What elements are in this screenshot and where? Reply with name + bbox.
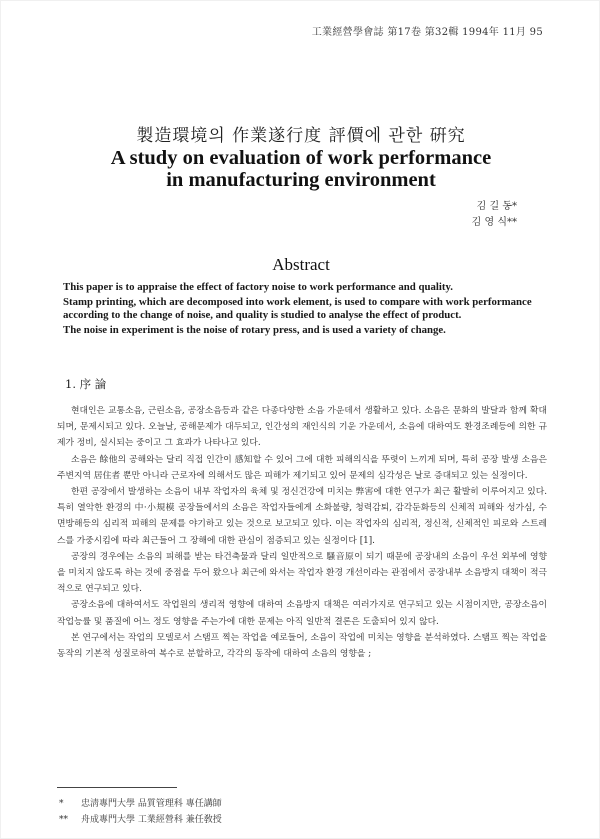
footnotes xyxy=(59,796,222,828)
body-text xyxy=(57,403,547,662)
abstract-body xyxy=(63,281,541,338)
abstract-paragraph: Stamp printing, which are decomposed into work element, is used to compare with work performance according to the change of noise, and quality is studied to analyse the effect of product. xyxy=(63,295,532,321)
footnote-mark: ** xyxy=(59,815,68,825)
abstract-heading: Abstract xyxy=(272,255,330,274)
footnote-2 xyxy=(59,812,222,828)
author-1: 김 길 동* xyxy=(476,201,517,212)
title-english-line1: A study on evaluation of work performance xyxy=(110,147,492,169)
title-english-line2: in manufacturing environment xyxy=(166,169,436,191)
section-heading-introduction: 1. 序 論 xyxy=(65,377,107,391)
body-paragraph: 공장의 경우에는 소음의 피해를 받는 타건축물과 달리 일반적으로 騷音原이 되기 때문에 공장내의 소음이 우선 외부에 영향을 미치지 않도록 하는 것에 중점을 두어 왔으나 최근에 와서는 작업자 환경 개선이라는 관점에서 공장내부 소음방지 대책이 적극적으로 연구되고 있다. xyxy=(57,551,547,595)
running-header: 工業經營學會誌 第17卷 第32輯 1994年 11月 95 xyxy=(311,27,543,38)
footnote-divider xyxy=(57,787,177,788)
body-paragraph: 소음은 餘他의 공해와는 달리 직접 인간이 感知할 수 있어 그에 대한 피해의식을 뚜렷이 느끼게 되며, 특히 공장 발생 소음은 주변지역 居住者 뿐만 아니라 근로자에 의해서도 많은 피해가 제기되고 있어 문제의 심각성은 날로 증대되고 있는 실정이다. xyxy=(57,454,547,481)
title-korean: 製造環境의 作業遂行度 評價에 관한 硏究 xyxy=(136,126,466,146)
footnote-1 xyxy=(59,796,222,812)
footnote-text: 舟成專門大學 工業經營科 兼任敎授 xyxy=(81,815,222,825)
footnote-mark: * xyxy=(59,799,64,809)
title-english xyxy=(1,147,600,191)
abstract-paragraph: The noise in experiment is the noise of rotary press, and is used a variety of change. xyxy=(63,323,446,336)
abstract-paragraph: This paper is to appraise the effect of factory noise to work performance and quality. xyxy=(63,281,453,293)
body-paragraph: 현대인은 교통소음, 근린소음, 공장소음등과 같은 다종다양한 소음 가운데서 생활하고 있다. 소음은 문화의 발달과 함께 확대되며, 문제시되고 있다. 오늘날, 공해문제가 대두되고, 인간성의 재인식의 기운 가운데서, 소음에 대하여도 환경조례등에 의한 규제가 정비, 실시되는 중이고 그 효과가 나타나고 있다. xyxy=(57,406,547,449)
body-paragraph: 공장소음에 대하여서도 작업원의 생리적 영향에 대하여 소음방지 대책은 여러가지로 연구되고 있는 시점이지만, 공장소음이 작업능률 및 품질에 어느 정도 영향을 주는가에 대한 문제는 아직 일반적 결론은 도출되어 있지 않다. xyxy=(57,600,547,627)
body-paragraph: 본 연구에서는 작업의 모델로서 스탬프 찍는 작업을 예로들어, 소음이 작업에 미치는 영향을 분석하였다. 스탬프 찍는 작업을 동작의 기본적 성질로하여 복수로 분할하고, 각각의 동작에 대하여 소음의 영향을 ; xyxy=(57,632,547,660)
author-2: 김 영 식** xyxy=(471,217,517,228)
authors xyxy=(472,199,517,231)
footnote-text: 忠淸專門大學 品質管理科 專任講師 xyxy=(81,799,222,809)
body-paragraph: 한편 공장에서 발생하는 소음이 내부 작업자의 육체 및 정신건강에 미치는 弊害에 대한 연구가 최근 활발히 이루어지고 있다. 특히 열악한 환경의 中·小規模 공장들에서의 소음은 작업자들에게 소화불량, 청력감퇴, 감각둔화등의 신체적 피해와 성가심, 수면방해등의 심리적 피해의 문제를 야기하고 있는 것으로 보고되고 있다. 이는 작업자의 심리적, 정신적, 신체적인 피로와 스트레스를 가중시킴에 따라 최근들어 그 장해에 대한 관심이 점증되고 있는 실정이다 [1]. xyxy=(57,487,547,546)
